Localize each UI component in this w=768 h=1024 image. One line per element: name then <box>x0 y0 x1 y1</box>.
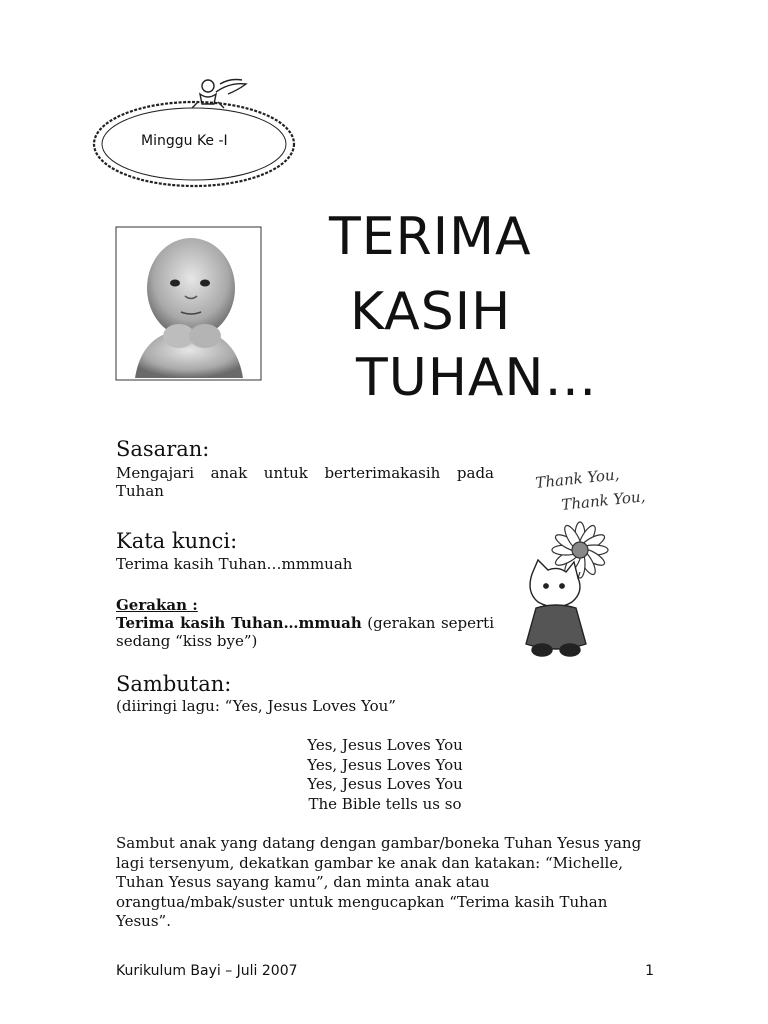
kata-kunci-heading: Kata kunci: <box>116 529 238 553</box>
thank-you-text-1: Thank You, <box>534 465 621 492</box>
gerakan-label: Gerakan : <box>116 596 198 614</box>
kata-kunci-text: Terima kasih Tuhan…mmmuah <box>116 555 353 573</box>
sasaran-text: Mengajari anak untuk berterimakasih pada Tuhan <box>116 464 494 500</box>
title-line-3: TUHAN… <box>356 348 598 408</box>
cat-character-icon <box>526 560 586 656</box>
gerakan-bold-text: Terima kasih Tuhan…mmuah <box>116 614 362 632</box>
song-lyrics <box>276 736 494 814</box>
title-line-2: KASIH <box>350 282 512 342</box>
song-line: Yes, Jesus Loves You <box>307 775 463 793</box>
footer-curriculum: Kurikulum Bayi – Juli 2007 <box>116 963 298 979</box>
song-line: Yes, Jesus Loves You <box>307 736 463 754</box>
page-number: 1 <box>645 963 654 979</box>
thank-you-text-2: Thank You, <box>560 487 647 514</box>
sasaran-heading: Sasaran: <box>116 437 210 461</box>
angel-icon <box>192 80 246 109</box>
song-line: The Bible tells us so <box>308 794 462 813</box>
gerakan-text <box>116 614 494 650</box>
sambutan-text: (diiringi lagu: “Yes, Jesus Loves You” <box>116 697 396 715</box>
gerakan-description: (gerakan seperti sedang “kiss bye”) <box>116 614 494 650</box>
title-line-1: TERIMA <box>329 207 532 267</box>
week-label: Minggu Ke -I <box>141 133 228 149</box>
week-badge-ornament <box>88 72 300 192</box>
song-line: Yes, Jesus Loves You <box>307 755 463 774</box>
baby-photo <box>115 226 262 381</box>
sambutan-closing-text: Sambut anak yang datang dengan gambar/boneka Tuhan Yesus yang lagi tersenyum, dekatkan gambar ke anak dan katakan: “Michelle, Tuhan Yesus sayang kamu”, dan minta anak atau orangtua/mbak/suster untuk mengucapkan “Terima kasih Tuhan Yesus”. <box>116 834 642 930</box>
thank-you-clipart <box>502 446 686 672</box>
sambutan-heading: Sambutan: <box>116 672 232 696</box>
